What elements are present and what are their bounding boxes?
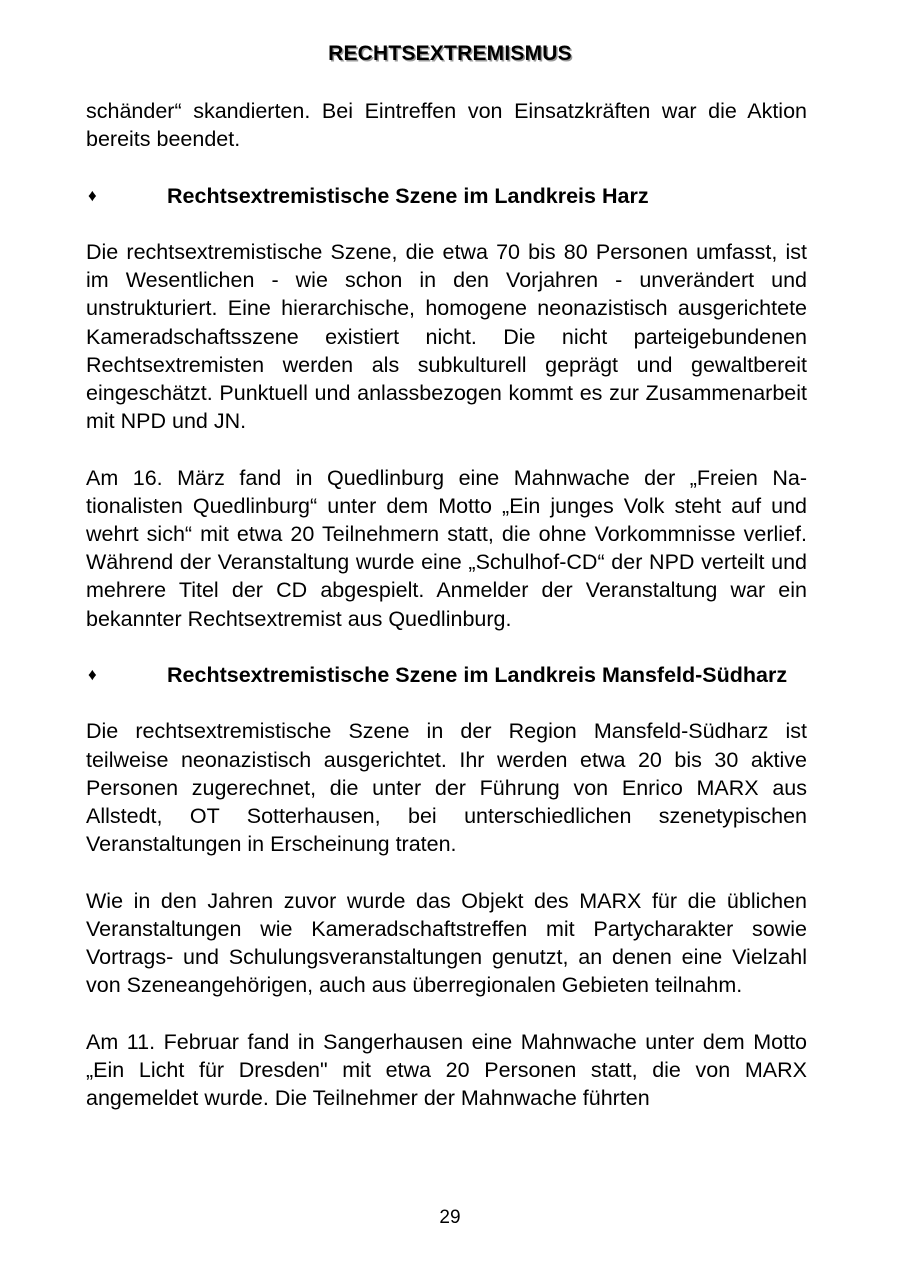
paragraph-mansfeld-scene: Die rechtsextremistische Szene in der Region Mansfeld-Südharz ist teilweise neonazistisch ausgerichtet. Ihr werden etwa 20 bis 30 aktive Personen zugerechnet, die unter der Führung von Enrico MARX aus Allstedt, OT Sotterhausen, bei unterschiedlichen szenetypischen Veranstaltungen in Erscheinung traten.: [86, 719, 807, 857]
paragraph-sangerhausen-vigil: Am 11. Februar fand in Sangerhausen eine Mahnwache unter dem Motto „Ein Licht für Dresden" mit etwa 20 Personen statt, die von MARX angemeldet wurde. Die Teilnehmer der Mahnwache führten: [86, 1029, 807, 1110]
paragraph-harz-scene: Die rechtsextremistische Szene, die etwa 70 bis 80 Personen umfasst, ist im Wesentlichen - wie schon in den Vorjahren - unverändert und unstrukturiert. Eine hierarchische, homogene neonazistisch ausgerichtete Kameradschaftsszene existiert nicht. Die nicht parteigebundenen Rechtsextremisten werden als subkulturell geprägt und gewaltbereit eingeschätzt. Punktuell und anlassbezogen kommt es zur Zusammenarbeit mit NPD und JN.: [86, 239, 807, 434]
section-heading-mansfeld-suedharz: [86, 661, 807, 689]
section-heading-harz: [86, 182, 807, 210]
diamond-bullet-icon: ♦: [88, 185, 97, 205]
paragraph-marx-object: Wie in den Jahren zuvor wurde das Objekt des MARX für die üblichen Veranstaltungen wie Kameradschaftstreffen mit Partycharakter sowie Vortrags- und Schulungsveranstaltungen genutzt, an denen eine Vielzahl von Szeneangehörigen, auch aus überregionalen Gebieten teilnahm.: [86, 888, 807, 998]
paragraph-continuation: schänder“ skandierten. Bei Eintreffen von Einsatzkräften war die Aktion bereits beendet.: [86, 99, 807, 152]
paragraph-quedlinburg-vigil: Am 16. März fand in Quedlinburg eine Mahnwache der „Freien Nationalisten Quedlinburg“ unter dem Motto „Ein junges Volk steht auf und wehrt sich“ mit etwa 20 Teilnehmern statt, die ohne Vorkommnisse verlief. Während der Veranstaltung wurde eine „Schulhof-CD“ der NPD verteilt und mehrere Titel der CD abgespielt. Anmelder der Veranstaltung war ein bekannter Rechtsextremist aus Quedlinburg.: [86, 465, 807, 631]
diamond-bullet-icon: ♦: [88, 665, 97, 684]
page-header-title: RECHTSEXTREMISMUS: [328, 42, 572, 65]
section-heading-text: Rechtsextremistische Szene im Landkreis Mansfeld-Südharz: [167, 663, 788, 687]
section-heading-text: Rechtsextremistische Szene im Landkreis Harz: [167, 183, 649, 208]
page-content: [86, 97, 807, 1140]
page-number: 29: [439, 1207, 461, 1228]
